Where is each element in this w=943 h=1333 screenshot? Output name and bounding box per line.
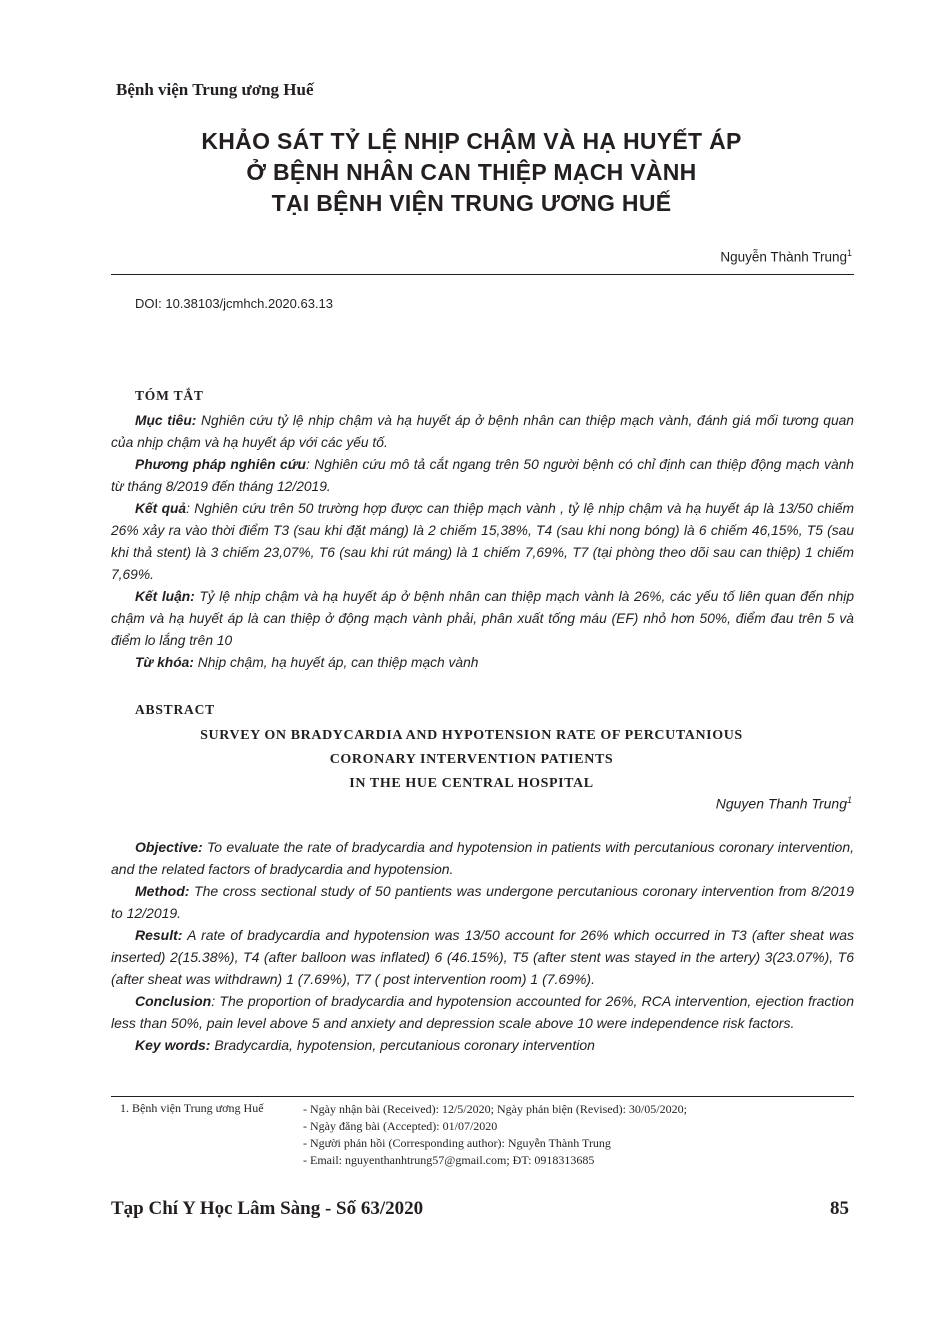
- tu-khoa-paragraph: Từ khóa: Nhịp chậm, hạ huyết áp, can thiệp mạch vành: [135, 655, 479, 670]
- title-line-1: KHẢO SÁT TỶ LỆ NHỊP CHẬM VÀ HẠ HUYẾT ÁP: [201, 128, 742, 154]
- tomtat-heading: TÓM TẮT: [135, 388, 204, 403]
- phuong-phap-paragraph: Phương pháp nghiên cứu: Nghiên cứu mô tả cắt ngang trên 50 người bệnh có chỉ định can thiệp động mạch vành từ tháng 8/2019 đến tháng 12/2019.: [111, 457, 854, 494]
- objective-paragraph: Objective: To evaluate the rate of bradycardia and hypotension in patients with percutanious coronary intervention, and the related factors of bradycardia and hypotension.: [111, 839, 854, 877]
- ket-luan-paragraph: Kết luận: Tỷ lệ nhịp chậm và hạ huyết áp ở bệnh nhân can thiệp mạch vành là 26%, các yếu tố liên quan đến nhịp chậm và hạ huyết áp là can thiệp ở động mạch vành phải, phân xuất tống máu (EF) nhỏ hơn 50%, điểm đau trên 5 và điểm lo lắng trên 10: [111, 589, 854, 648]
- abstract-heading: ABSTRACT: [135, 702, 215, 717]
- tomtat-body: [111, 410, 854, 674]
- en-title-line-2: CORONARY INTERVENTION PATIENTS: [329, 752, 614, 767]
- english-title: [0, 724, 943, 796]
- footnote-email: - Email: nguyenthanhtrung57@gmail.com; ĐT: 0918313685: [303, 1153, 595, 1167]
- author-affiliation-marker: 1: [846, 248, 852, 258]
- doi: DOI: 10.38103/jcmhch.2020.63.13: [135, 296, 334, 311]
- journal-footer: Tạp Chí Y Học Lâm Sàng - Số 63/2020: [111, 1198, 424, 1219]
- author-vietnamese: [720, 248, 852, 265]
- footnote-affiliation: 1. Bệnh viện Trung ương Huế: [120, 1101, 264, 1115]
- footnote-corresponding: - Người phản hồi (Corresponding author): Nguyễn Thành Trung: [303, 1136, 611, 1150]
- page-number: 85: [830, 1198, 849, 1219]
- ket-qua-paragraph: Kết quả: Nghiên cứu trên 50 trường hợp được can thiệp mạch vành , tỷ lệ nhịp chậm và hạ huyết áp là 13/50 chiếm 26% xảy ra vào thời điểm T3 (sau khi đặt máng) là 2 chiếm 15,38%, T4 (sau khi nong bóng) là 6 chiếm 46,15%, T5 (sau khi thả stent) là 3 chiếm 23,07%, T6 (sau khi rút máng) là 1 chiếm 7,69%, T7 (tại phòng theo dõi sau can thiệp) 1 chiếm 7,69%.: [111, 501, 854, 582]
- footnote-accepted: - Ngày đăng bài (Accepted): 01/07/2020: [303, 1119, 498, 1133]
- title-line-2: Ở BỆNH NHÂN CAN THIỆP MẠCH VÀNH: [246, 159, 697, 185]
- author-name: Nguyễn Thành Trung: [720, 249, 847, 265]
- result-paragraph: Result: A rate of bradycardia and hypotension was 13/50 account for 26% which occurred in T3 (after sheat was inserted) 2(15.38%), T4 (after balloon was inflated) 6 (46.15%), T5 (after stent was stayed in the artery) 3(23.07%), T6 (after sheat was withdrawn) 1 (7.69%), T7 ( post intervention room) 1 (7.69%).: [111, 927, 854, 987]
- title-divider: [111, 274, 854, 275]
- author-english: [716, 795, 852, 812]
- en-title-line-3: IN THE HUE CENTRAL HOSPITAL: [349, 776, 594, 791]
- footnote-received: - Ngày nhận bài (Received): 12/5/2020; Ngày phản biện (Revised): 30/05/2020;: [303, 1102, 687, 1116]
- author-name-en: Nguyen Thanh Trung: [715, 795, 847, 812]
- en-title-line-1: SURVEY ON BRADYCARDIA AND HYPOTENSION RATE OF PERCUTANIOUS: [200, 728, 743, 743]
- title-line-3: TẠI BỆNH VIỆN TRUNG ƯƠNG HUẾ: [271, 190, 672, 216]
- footnote-details: [303, 1101, 687, 1169]
- method-paragraph: Method: The cross sectional study of 50 pantients was undergone percutanious coronary intervention from 8/2019 to 12/2019.: [111, 883, 854, 921]
- footnote-divider: [111, 1096, 854, 1097]
- abstract-body: [111, 836, 854, 1056]
- article-title: [0, 126, 943, 219]
- muc-tieu-paragraph: Mục tiêu: Nghiên cứu tỷ lệ nhịp chậm và hạ huyết áp ở bệnh nhân can thiệp mạch vành, đánh giá mối tương quan của nhịp chậm và hạ huyết áp với các yếu tố.: [111, 413, 854, 450]
- running-header: Bệnh viện Trung ương Huế: [116, 80, 314, 99]
- keywords-paragraph: Key words: Bradycardia, hypotension, percutanious coronary intervention: [135, 1037, 595, 1053]
- author-affiliation-marker-en: 1: [846, 795, 852, 805]
- conclusion-paragraph: Conclusion: The proportion of bradycardia and hypotension accounted for 26%, RCA intervention, ejection fraction less than 50%, pain level above 5 and anxiety and depression scale above 10 were independence risk factors.: [111, 993, 854, 1031]
